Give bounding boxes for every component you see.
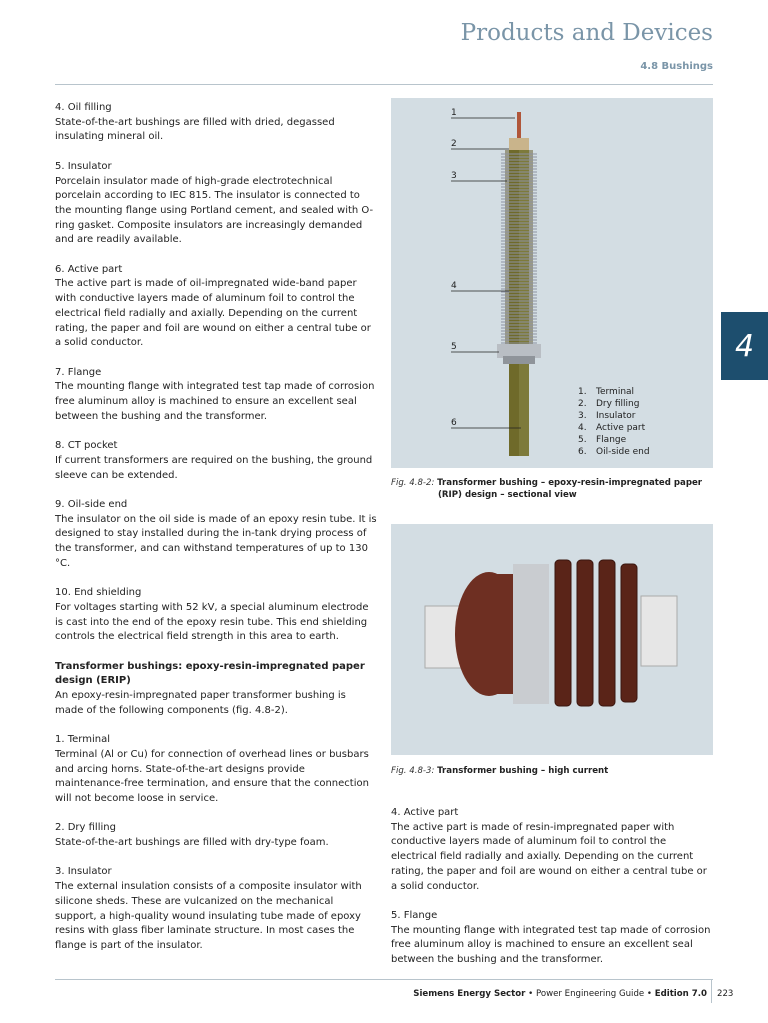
paragraph <box>55 586 377 645</box>
terminal-rod <box>517 112 521 142</box>
footer-vertical-divider <box>711 979 712 1003</box>
paragraph <box>55 733 377 807</box>
figure-bushing-sectional <box>391 98 713 468</box>
terminal-head <box>509 138 529 150</box>
callout-1: 1 <box>451 108 457 118</box>
paragraph <box>55 821 377 850</box>
insulator-sheds <box>555 560 637 706</box>
paragraph-text: Terminal (Al or Cu) for connection of overhead lines or busbars and arcing horns. State-of-the-art designs provide maintenance-free termination, and ensure that the connection will not become loose in service. <box>55 748 369 804</box>
paragraph-heading: 2. Dry filling <box>55 822 116 834</box>
legend-item: 2. Dry filling <box>578 399 640 409</box>
paragraph <box>391 909 713 968</box>
paragraph-heading: 10. End shielding <box>55 587 142 599</box>
paragraph-text: If current transformers are required on the bushing, the ground sleeve can be extended. <box>55 454 373 481</box>
paragraph-text: The mounting flange with integrated test tap made of corrosion free aluminum alloy is machined to ensure an excellent seal between the bushing and the transformer. <box>55 381 375 422</box>
right-terminal-plate <box>641 596 677 666</box>
paragraph <box>391 806 713 894</box>
page-title: Products and Devices <box>460 20 713 46</box>
callout-2: 2 <box>451 139 457 149</box>
paragraph-heading: 1. Terminal <box>55 734 110 746</box>
paragraph-text: State-of-the-art bushings are filled with dried, degassed insulating mineral oil. <box>55 116 335 143</box>
paragraph <box>55 160 377 248</box>
footer-divider <box>55 979 713 980</box>
paragraph-text: For voltages starting with 52 kV, a special aluminum electrode is cast into the end of the epoxy resin tube. This end shielding controls the electrical field strength in this area to earth. <box>55 601 369 643</box>
callout-4: 4 <box>451 281 457 291</box>
paragraph-heading: 4. Active part <box>391 807 459 818</box>
paragraph-text: Porcelain insulator made of high-grade electrotechnical porcelain according to IEC 815. The insulator is connected to the mounting flange using Portland cement, and sealed with O-ring gasket. Composite insulators are increasingly demanded and are readily available. <box>55 175 374 246</box>
footer-guide: Power Engineering Guide <box>535 989 645 999</box>
footer-separator: • <box>528 989 534 999</box>
legend-item: 6. Oil-side end <box>578 447 650 457</box>
paragraph-text: The active part is made of resin-impregnated paper with conductive layers made of aluminum foil to control the electrical field radially and axially. Depending on the current rating, the paper and foil are wound on either a central tube or a solid conductor. <box>391 821 707 892</box>
footer-edition: Edition 7.0 <box>654 989 707 999</box>
paragraph-text: The insulator on the oil side is made of an epoxy resin tube. It is designed to stay installed during the in-tank drying process of the transformer, and can withstand temperatures of up to 130 °C. <box>55 513 377 569</box>
paragraph-text: The external insulation consists of a composite insulator with silicone sheds. These are vulcanized on the mechanical support, a high-quality wound insulating tube made of epoxy resins with glass fiber laminate structure. In most cases the flange is part of the insulator. <box>55 881 362 951</box>
caption-text-line2: (RIP) design – sectional view <box>438 490 577 500</box>
legend-item: 1. Terminal <box>578 387 635 397</box>
paragraph <box>55 498 377 572</box>
callout-5: 5 <box>451 342 457 352</box>
paragraph <box>55 660 377 719</box>
footer-separator: • <box>646 989 652 999</box>
flange <box>497 344 541 358</box>
header-divider <box>55 84 713 85</box>
metal-flange <box>513 564 549 704</box>
section-label: 4.8 Bushings <box>640 61 713 72</box>
legend-item: 3. Insulator <box>578 411 636 421</box>
paragraph-heading: 7. Flange <box>55 366 102 378</box>
figure1-caption <box>391 477 713 501</box>
caption-number: Fig. 4.8-2: <box>391 478 435 488</box>
callout-6: 6 <box>451 418 457 428</box>
paragraph-text: State-of-the-art bushings are filled with dry-type foam. <box>55 837 329 849</box>
paragraph-heading: 6. Active part <box>55 263 123 275</box>
callout-3: 3 <box>451 171 457 181</box>
figure2-caption <box>391 765 713 777</box>
erip-intro: An epoxy-resin-impregnated paper transformer bushing is made of the following components (fig. 4.8-2). <box>55 690 346 716</box>
paragraph-heading: 3. Insulator <box>55 866 112 878</box>
paragraph-heading: 9. Oil-side end <box>55 498 128 510</box>
paragraph <box>55 366 377 425</box>
page-number: 223 <box>717 989 734 999</box>
high-current-bushing-photo <box>391 524 713 755</box>
paragraph <box>55 865 377 953</box>
paragraph-text: The active part is made of oil-impregnated wide-band paper with conductive layers made of aluminum foil to control the electrical field radially and axially. Depending on the current rating, the paper and foil are wound on either a central tube or a solid conductor. <box>55 278 371 349</box>
legend-item: 5. Flange <box>578 435 627 445</box>
flange-base <box>503 356 535 364</box>
footer <box>413 989 707 999</box>
paragraph-heading: 5. Insulator <box>55 160 112 172</box>
paragraph <box>55 101 377 145</box>
figure-bushing-high-current <box>391 524 713 755</box>
figure-legend <box>578 386 650 458</box>
paragraph-heading: 4. Oil filling <box>55 102 112 113</box>
caption-text: Transformer bushing – epoxy-resin-impregnated paper <box>437 478 703 488</box>
left-column <box>55 101 377 968</box>
paragraph-heading: 8. CT pocket <box>55 440 118 452</box>
right-column <box>391 806 713 982</box>
legend-item: 4. Active part <box>578 423 646 433</box>
paragraph-text: The mounting flange with integrated test tap made of corrosion free aluminum alloy is machined to ensure an excellent seal between the bushing and the transformer. <box>391 924 711 966</box>
chapter-tab: 4 <box>721 312 768 380</box>
paragraph-heading: 5. Flange <box>391 909 438 921</box>
bushing-sectional-illustration <box>391 98 713 468</box>
footer-publisher: Siemens Energy Sector <box>413 989 526 999</box>
erip-heading: Transformer bushings: epoxy-resin-impregnated paper design (ERIP) <box>55 660 365 687</box>
paragraph <box>55 439 377 483</box>
paragraph <box>55 263 377 351</box>
caption-text: Transformer bushing – high current <box>437 766 609 776</box>
caption-number: Fig. 4.8-3: <box>391 766 435 776</box>
